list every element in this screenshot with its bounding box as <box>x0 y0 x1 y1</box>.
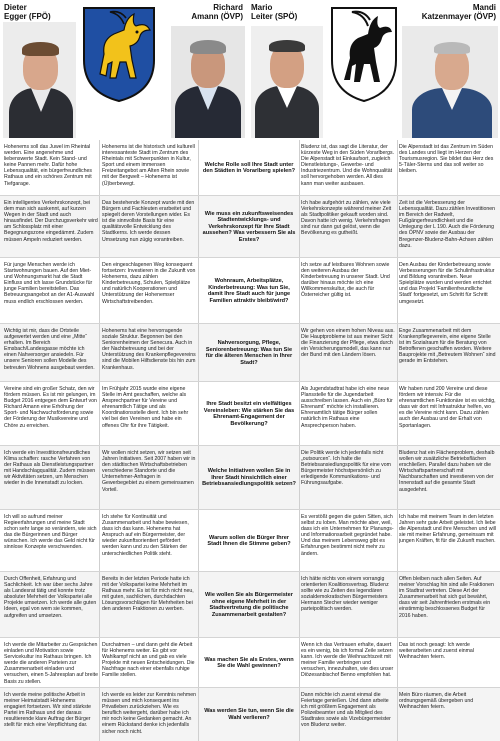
answer-katzenmayer: Ich habe mit meinem Team in den letzten Jahren sehr gute Arbeit geleistet. Ich liebe die Alpenstadt und ihre Menschen und will sie mit meiner Erfahrung, gemeinsam mit jungen Kräften, fit für die Zukunft machen. <box>399 514 496 545</box>
answer-amann: Ich stehe für Kontinuität und Zusammenarbeit und habe bewiesen, dass ich das kann. Hohenems hat Anspruch auf ein Bürgermeister, der wieder zukunftsorientiert gefördert werden kann und zu den Stärken der unterschiedlichen Politik steht. <box>102 514 189 557</box>
answer-leiter: Wenn ich das Vertrauen erhalte, dauert es ein wenig, bis ich formal Zeile setzen kann. Ich werde die Weihnachtszeit mit meiner Familie verbringen und versuchen, innezuhalten, wie dies unser Diözesanbischof Benno empfohlen hat. <box>301 642 394 679</box>
answer-amann: Durchatmen – und dann geht die Arbeit für Hohenems weiter. Es gibt vor Wahlkampf nicht an und gab es viele Projekte mit neuen Entscheidungen. Die Nachfrage nach einer ebenfalls ruhige Familie stellen. <box>102 642 195 679</box>
candidate-party: (FPÖ) <box>28 12 51 21</box>
question-cell <box>199 140 299 196</box>
answer-leiter: Ich habe aufgehört zu zählen, wie viele Verkehrskonzepte während meiner Zeit als Stadtpolitiker gekauft worden sind. Davon hatte ich wenig. Verkehrsfragen sind nur dann gut gelöst, wenn die Bevölkerung es gutheißt. <box>301 200 392 237</box>
answer-egger: Durch Offenheit, Erfahrung und Sachlichkeit. Ich war über sechs Jahre als Landesrat tätig und konnte trotz absoluter Mehrheit der Volkspartei alle Projekte umsetzen. Ich werde alle guten Ideen, egal von wem sie kommen, aufgreifen und umsetzen. <box>4 576 97 619</box>
hohenems-coat-of-arms-icon <box>80 4 158 104</box>
answer-katzenmayer: Offen bleiben nach allen Seiten. Auf meiner Vorschlag hin sind alle Fraktionen im Stadtrat vertreten. Diese Art der Zusammenarbeit hat sich gut bewährt, dass wir seit Jahrenfrieden erstmals ein einstimmig beschlossenes Budget für 2016 haben. <box>399 576 494 619</box>
question-row <box>0 572 500 638</box>
answer-egger: Ich werde meine politische Arbeit in meiner Heimatstadt Hohenems engagiert fortsetzen. Wir sind stärkste Partei im Rathaus und der daraus resultierende klare Auftrag der Bürger stellt für mich eine Verpflichtung dar. <box>4 692 92 729</box>
candidate-first-name: Richard <box>213 3 243 12</box>
question-text: Wohnraum, Arbeitsplätze, Kinderbetreuung: Was tun Sie, damit Ihre Stadt auch für junge Familien attraktiv bleibt/wird? <box>207 278 291 304</box>
answer-leiter: Als Jugendstadtrat habe ich eine neue Plansstelle für die Jugendarbeit ausschreiben lassen. Auch ein „Büro für Ehrenamt“ möchte ich installieren. Ehrenamtlich tätige Bürger sollen natürlich im Rathaus eine Ansprechperson haben. <box>301 386 393 429</box>
candidate-last-name: Amann <box>191 12 219 21</box>
question-cell <box>199 638 299 688</box>
answer-katzenmayer: Zeit ist die Verbesserung der Lebensqualität. Dazu zählen Investitionen im Bereich der Radwelt, Fußgängerfreundlichkeit und die Umlegung der L 190. Auch die Förderung des ÖPNV sowie der Ausbau der Bregenzer-Bludenz-Bahn-Achsen zählen dazu. <box>399 200 496 249</box>
answer-amann: Im Frühjahr 2015 wurde eine eigene Stelle im Amt geschaffen, welche als Ansprechpartner für Vereine und ehrenamtlich Tätige und als Koordinationsstelle dient. Ich bin sehr viel bei den Vereinen und habe ein offenes Ohr für ihre Tätigkeit. <box>102 386 189 429</box>
question-cell <box>199 688 299 741</box>
question-cell <box>199 510 299 572</box>
question-row <box>0 638 500 688</box>
question-text: Welche Initiativen wollen Sie in Ihrer Stadt hinsichtlich einer Betriebsansiedlungspolitik setzen? <box>202 468 296 488</box>
answer-egger: Für junge Menschen werde ich Startwohnungen bauen. Auf den Miet- und Wohnungsmarkt hat die Stadt Einfluss und ich lasse Grundstücke für junge Familien bereitstellen. Das Betreuungsangebot an der A1-Auswahl muss endlich erschlossen werden. <box>4 262 95 305</box>
candidate-name-leiter <box>251 3 297 21</box>
question-row <box>0 196 500 258</box>
photo-amann <box>171 26 245 138</box>
photo-leiter <box>251 26 323 138</box>
answer-leiter: Es verstößt gegen die guten Sitten, sich selbst zu loben. Man möchte aber, weil, dass ich ein Unternehmen für Planungs- und Informationsarbeit gegründet habe. Und das meinem Lebensweg gibt es Erfahrungen bestimmt nicht mehr zu ändern. <box>301 514 394 557</box>
candidate-party: (ÖVP) <box>473 12 496 21</box>
answer-leiter: Ich setze auf leistbares Wohnen sowie den weiteren Ausbau der Kinderbetreuung in unserer Stadt. Und darüber hinaus möchte ich eine Willkommenskultur, die auch für Österreicher gültig ist. <box>301 262 390 299</box>
question-text: Warum sollen die Bürger Ihrer Stadt Ihnen die Stimme geben? <box>207 534 291 547</box>
question-text: Wie wollen Sie als Bürgermeister ohne eigene Mehrheit in der Stadtvertretung die politische Zusammenarbeit gestalten? <box>205 592 293 618</box>
answer-egger: Vereine sind ein großer Schatz, den wir fördern müssen. Es ist mir gelungen, im Budget 2016 entgegen dem Entwurf von Richard Amann eine Erhöhung der Sport- und Nachwuchsförderung sowie der Förderung der Musikvereine und Chöre zu erreichen. <box>4 386 97 429</box>
question-text: Was machen Sie als Erstes, wenn Sie die Wahl gewinnen? <box>204 656 294 669</box>
question-text: Wie muss ein zukunftsweisendes Stadtentwicklungs- und Verkehrskonzept für Ihre Stadt aussehen? Was verbessern Sie als Erstes? <box>202 210 296 243</box>
answer-katzenmayer: Enge Zusammenarbeit mit dem Krankenpflegeverein, eine eigene Stelle ist im Sozialraum für die Beratung von Betroffenen geschaffen worden. Weitere Bauprojekte mit „Betreutem Wohnen“ sind gerade im Entstehen. <box>399 328 496 365</box>
candidate-header <box>0 0 500 139</box>
question-cell <box>199 324 299 382</box>
answer-leiter: Wir gehen von einem hohen Niveau aus. Die Hauptprobleme ist aus meiner Sicht die Finanzierung der Pflege, etwa durch ein Versicherungsmodell, das kann nur der Bund mit den Ländern lösen. <box>301 328 395 359</box>
question-text: Nahversorgung, Pflege, Seniorenbetreuung: Was tun Sie für die älteren Menschen in Ihrer Stadt? <box>205 340 293 366</box>
question-cell <box>199 572 299 638</box>
question-text: Ihre Stadt besitzt ein vielfältiges Vereinsleben: Wie stärken Sie das Ehrenamt-Engagement der Bevölkerung? <box>203 401 295 427</box>
question-cell <box>199 446 299 510</box>
answer-egger: Ich werde die Mitarbeiter zu Gesprächen einladen und Motivation sowie Servicekultur ins Rathaus bringen. Ich werde die anderen Parteien zur Zusammenarbeit einladen und versuchen, einen 5-Jahresplan auf breite Basis zu stellen. <box>4 642 98 685</box>
interview-grid <box>0 140 500 741</box>
answer-leiter: Ich hätte nichts von einem vorrangig orientierten Koalitionsvertrag. Bludenz sollte wie zu Zeiten des legendären sozialdemokratischen Bürgermeisters Hermann Stecher wieder weniger parteipolitisch werden. <box>301 576 389 613</box>
question-row <box>0 446 500 510</box>
candidate-name-egger <box>4 3 51 21</box>
question-cell <box>199 382 299 446</box>
candidate-first-name: Mario <box>251 3 273 12</box>
candidate-first-name: Dieter <box>4 3 27 12</box>
answer-egger: Ich werde ein Investitionsfreundliches Klima schaffen: rasche Verfahren von der Rathaus als Dienstleistungspartner mit Handschlagqualität. Zudem müssen wir Aktivitäten setzen, um Menschen wieder in die Innenstadt zu locken. <box>4 450 96 487</box>
candidate-party: (SPÖ) <box>275 12 298 21</box>
question-cell <box>199 196 299 258</box>
answer-katzenmayer: Wir haben rund 200 Vereine und diese fördern wir intensiv. Für die ehrenamtlichen Funktionäre ist es wichtig, dass wir dort mit Infrastruktur helfen, wo es die Vereine nicht kann. Dazu zählen auch der Ausbau und der Erhalt von Sportanlagen. <box>399 386 496 429</box>
bludenz-coat-of-arms-icon <box>328 4 400 104</box>
answer-amann: Das bestehende Konzept wurde mit den Bürgern und Fachleuten erarbeitet und spiegelt deren Vorstellungen wider. Es ist die sinnvollste Basis für eine qualitätsvolle Entwicklung des Stadtkerns. Ich werde dessen Umsetzung nun zügig vorantreiben. <box>102 200 195 243</box>
question-cell <box>199 258 299 324</box>
answer-leiter: Dann möchte ich zuerst einmal die Feiertage genießen. Und dann arbeite ich mit größtem Engagement als Polizeibeamter und als Mitglied des Stadtrates sowie als Vizebürgermeister von Bludenz weiter. <box>301 692 391 729</box>
photo-katzenmayer <box>402 26 498 138</box>
answer-katzenmayer: Die Alpenstadt ist das Zentrum im Süden des Landes und liegt im Herzen der Tourismusregion. Sie bildet das Herz des 5-Täler-Sterns und das soll weiter so bleiben. <box>399 144 494 175</box>
answer-amann: Wir wollen nicht setzen, wir setzen seit Jahren Initiativen. Seit 2007 haben wir in den städtischen Wirtschaftsbetrieben verschiedene Standorte und die Unternehmer-Anfragen in Gewerbegebiet zu einem gemeinsamen Vorteil. <box>102 450 196 493</box>
candidate-last-name: Leiter <box>251 12 273 21</box>
question-text: Was werden Sie tun, wenn Sie die Wahl verlieren? <box>204 708 294 721</box>
candidate-name-amann <box>171 3 243 21</box>
question-row <box>0 510 500 572</box>
answer-egger: Wichtig ist mir, dass die Ortsteile aufgewertet werden und eine „Mitte“ erhalten. Im Bereich Emsbach/Landesgasse möchte ich einen Nahversorger ansiedeln. Für unsere Senioren sollen Modelle des betreuten Wohnens ausgebaut werden. <box>4 328 95 371</box>
candidate-last-name: Egger <box>4 12 27 21</box>
answer-amann: Bereits in der letzten Periode hatte ich mit der Volkspartei keine Mehrheit im Rathaus mehr. Es ist für mich nicht neu, mit guten, sachlichen, durchdachten Lösungsvorschlägen für Mehrheiten bei den anderen Fraktionen zu werben. <box>102 576 194 613</box>
question-row <box>0 382 500 446</box>
question-row <box>0 688 500 741</box>
candidate-last-name: Katzenmayer <box>421 12 472 21</box>
answer-amann: Ich werde es leider zur Kenntnis nehmen müssen und mich konsequent ins Privatleben zurückziehen. Wie es beruflich weitergeht, darüber habe ich mir noch keine Gedanken gemacht. An einem Rückstand denke ich jedenfalls sicher noch nicht. <box>102 692 196 735</box>
answer-amann: Den eingeschlagenen Weg konsequent fortsetzen: Investieren in die Zukunft von Hohenems, dazu zählen Kinderbetreuung, Schulen, Spielplätze und natürlich Kooperationen und Unterstützung der Hohenemser Wirtschaftstreibenden. <box>102 262 196 305</box>
answer-katzenmayer: Das ist noch gesagt: Ich werde weiterarbeiten und zuerst einmal Weihnachten feiern. <box>399 642 474 661</box>
candidate-name-katzenmayer <box>418 3 496 21</box>
answer-katzenmayer: Den Ausbau der Kinderbetreuung sowie Verbesserungen für die Schulinfrastruktur und Bildung vorantreiben. Neue Spielplätze wurden und werden errichtet und das Projekt 'Familienfreundliche Stadt' fortgesetzt, um Schritt für Schritt umgesetzt. <box>399 262 495 305</box>
candidate-party: (ÖVP) <box>220 12 243 21</box>
answer-egger: Hohenems soll das Juwel im Rheintal werden. Eine angenehme und liebenswerte Stadt. Kein Stand- und keine Pannen mehr. Dafür hohe Lebensqualität, ein bürgerfreundliches Rathaus und ein schönes Zentrum mit Tiefgarage. <box>4 144 92 187</box>
answer-katzenmayer: Mein Büro räumen, die Arbeit ordnungsgemäß übergeben und Weihnachten feiern. <box>399 692 474 711</box>
photo-egger <box>3 22 76 138</box>
question-row <box>0 140 500 196</box>
candidate-first-name: Mandi <box>472 3 496 12</box>
answer-egger: Ein intelligentes Verkehrskonzept, bei dem man sich auskennt, auf kurzen Wegen in der Stadt und auch hinausfindet. Der Durchzugsverkehr wird am Schlossplatz mit einer Begegnungszone eingedämmt. Zudem müssen Ampeln reduziert werden. <box>4 200 98 243</box>
answer-amann: Hohenems hat eine hervorragende soziale Struktur. Begonnen bei den Seniorenheimen der Senecura. Auch in der Nachbetreuung und bei der Unterstützung des Krankenpflegevereins sind die Mobilen Hilfsdienste bis hin zum Krankenhaus. <box>102 328 196 371</box>
question-row <box>0 258 500 324</box>
answer-egger: Ich will so aufrund meiner Regieerfahrungen und meine Stadt schon sehr lange so verändern, wie sich das die Bürgerinnen und Bürger wünschen. Ich werde das Geld nicht für sinnlose Konzepte verschwenden. <box>4 514 97 551</box>
question-text: Welche Rolle soll Ihre Stadt unter den Städten in Vorarlberg spielen? <box>202 161 296 174</box>
answer-leiter: Bludenz ist, das sagt die Literatur, der kürzeste Weg in den Süden Vorarlbergs. Die Alpenstadt ist Einkaufsort, zugleich Dienstleistungs-, Gewerbe- und Industriezentrum. Und die Wohnqualität soll hervorgehoben werden. All dies kann man weiter ausbauen. <box>301 144 395 187</box>
question-row <box>0 324 500 382</box>
answer-katzenmayer: Bludenz hat ein Flächenproblem, deshalb wollen wir zusätzliche Betriebsflächen erschließen. Parallel dazu haben wir die Wirtschaftspartnerschaft mit Nachbarschaften und investieren von der Innenstadt auf die gesamte Stadt ausgedehnt. <box>399 450 495 493</box>
answer-amann: Hohenems ist die historisch und kulturell interessanteste Stadt im Zentrum des Rheintals mit Schwerpunkten in Kultur, Sport und einem immensen Freizeitangebot am Alten Rhein sowie mit der Bergwelt – Hohenems ist (Ü)berbewegt. <box>102 144 195 187</box>
answer-leiter: Die Politik werde ich jedenfalls nicht „outsourcen“. Ich halte die Betriebsansiedlungspolitik für eine vom Bürgermeister höchstpersönlich zu erledigende Kommunikations- und Führungsaufgabe. <box>301 450 391 487</box>
